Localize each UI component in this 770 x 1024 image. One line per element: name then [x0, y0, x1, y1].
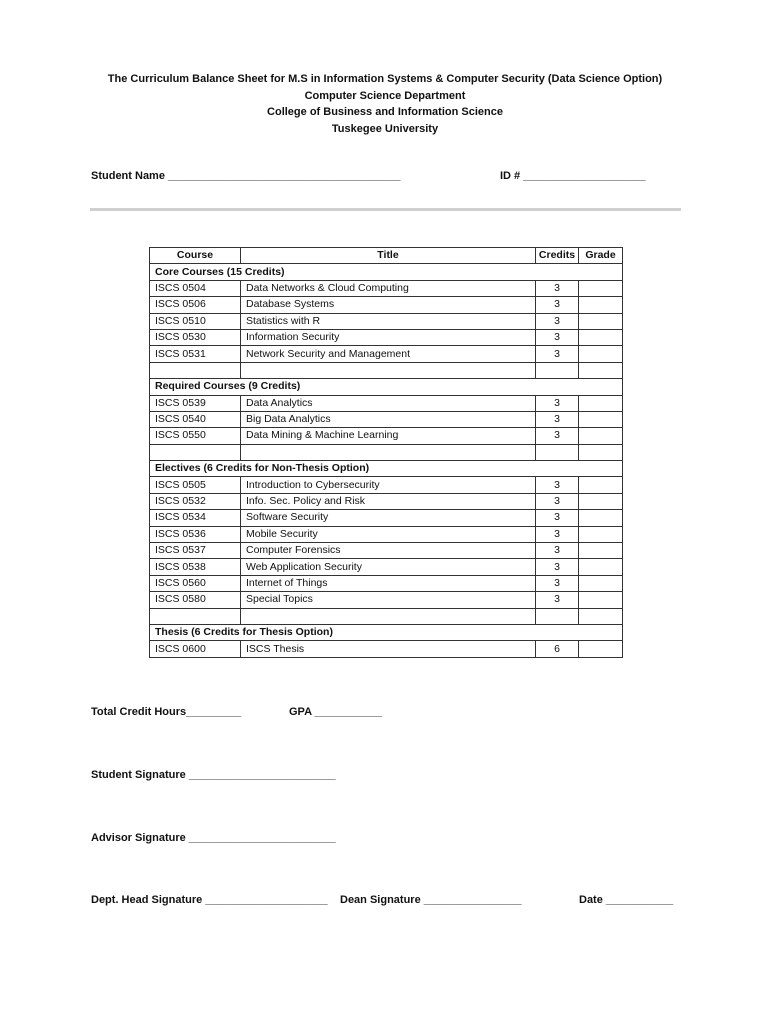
- empty-cell: [241, 444, 536, 460]
- course-code: ISCS 0504: [150, 280, 241, 296]
- course-credits: 3: [536, 526, 579, 542]
- course-code: ISCS 0550: [150, 428, 241, 444]
- section-heading: Electives (6 Credits for Non-Thesis Option): [150, 461, 623, 477]
- empty-cell: [536, 444, 579, 460]
- empty-cell: [150, 608, 241, 624]
- table-row: [150, 526, 623, 542]
- course-title: Data Networks & Cloud Computing: [241, 280, 536, 296]
- grade-cell[interactable]: [579, 444, 623, 460]
- course-title: Information Security: [241, 329, 536, 345]
- section-heading: Thesis (6 Credits for Thesis Option): [150, 624, 623, 640]
- table-row: [150, 493, 623, 509]
- table-row: [150, 280, 623, 296]
- course-title: Data Analytics: [241, 395, 536, 411]
- course-code: ISCS 0580: [150, 592, 241, 608]
- divider: [90, 208, 681, 211]
- course-code: ISCS 0534: [150, 510, 241, 526]
- course-code: ISCS 0537: [150, 543, 241, 559]
- table-row: [150, 411, 623, 427]
- empty-row: [150, 362, 623, 378]
- table-row: [150, 428, 623, 444]
- grade-cell[interactable]: [579, 510, 623, 526]
- grade-cell[interactable]: [579, 329, 623, 345]
- course-credits: 3: [536, 297, 579, 313]
- course-credits: 3: [536, 313, 579, 329]
- course-title: Computer Forensics: [241, 543, 536, 559]
- table-row: [150, 592, 623, 608]
- grade-cell[interactable]: [579, 313, 623, 329]
- curriculum-table: [149, 247, 623, 658]
- empty-row: [150, 608, 623, 624]
- section-heading-row: [150, 461, 623, 477]
- table-row: [150, 543, 623, 559]
- grade-cell[interactable]: [579, 559, 623, 575]
- table-row: [150, 297, 623, 313]
- grade-cell[interactable]: [579, 280, 623, 296]
- section-heading: Required Courses (9 Credits): [150, 379, 623, 395]
- course-code: ISCS 0531: [150, 346, 241, 362]
- empty-cell: [241, 608, 536, 624]
- grade-cell[interactable]: [579, 395, 623, 411]
- total-credit-hours-field[interactable]: Total Credit Hours_________: [91, 706, 242, 718]
- table-row: [150, 477, 623, 493]
- table-row: [150, 395, 623, 411]
- course-credits: 3: [536, 280, 579, 296]
- grade-cell[interactable]: [579, 641, 623, 657]
- date-field[interactable]: Date ___________: [579, 894, 674, 906]
- empty-cell: [150, 362, 241, 378]
- grade-cell[interactable]: [579, 493, 623, 509]
- college-name: College of Business and Information Science: [267, 106, 503, 118]
- course-code: ISCS 0600: [150, 641, 241, 657]
- student-signature-field[interactable]: Student Signature ________________________: [91, 769, 336, 781]
- grade-cell[interactable]: [579, 477, 623, 493]
- document-title: The Curriculum Balance Sheet for M.S in Information Systems & Computer Security (Data Science Option): [107, 73, 663, 85]
- column-header-credits: Credits: [536, 248, 579, 264]
- section-heading: Core Courses (15 Credits): [150, 264, 623, 280]
- empty-cell: [241, 362, 536, 378]
- course-credits: 3: [536, 477, 579, 493]
- student-id-field[interactable]: ID # ____________________: [500, 170, 646, 182]
- course-credits: 3: [536, 543, 579, 559]
- university-name: Tuskegee University: [331, 122, 439, 135]
- course-credits: 3: [536, 411, 579, 427]
- table-body: [150, 264, 623, 657]
- column-header-title: Title: [241, 248, 536, 264]
- grade-cell[interactable]: [579, 543, 623, 559]
- document-header: [0, 71, 770, 137]
- course-title: Software Security: [241, 510, 536, 526]
- course-title: Internet of Things: [241, 575, 536, 591]
- course-title: ISCS Thesis: [241, 641, 536, 657]
- course-credits: 3: [536, 592, 579, 608]
- section-heading-row: [150, 264, 623, 280]
- table-row: [150, 346, 623, 362]
- column-header-course: Course: [150, 248, 241, 264]
- course-title: Introduction to Cybersecurity: [241, 477, 536, 493]
- course-title: Database Systems: [241, 297, 536, 313]
- grade-cell[interactable]: [579, 592, 623, 608]
- table-row: [150, 329, 623, 345]
- course-credits: 3: [536, 346, 579, 362]
- grade-cell[interactable]: [579, 411, 623, 427]
- column-header-grade: Grade: [579, 248, 623, 264]
- course-code: ISCS 0505: [150, 477, 241, 493]
- course-code: ISCS 0538: [150, 559, 241, 575]
- course-credits: 3: [536, 575, 579, 591]
- course-credits: 3: [536, 395, 579, 411]
- course-credits: 3: [536, 559, 579, 575]
- grade-cell[interactable]: [579, 526, 623, 542]
- section-heading-row: [150, 379, 623, 395]
- grade-cell[interactable]: [579, 575, 623, 591]
- course-credits: 3: [536, 329, 579, 345]
- empty-cell: [150, 444, 241, 460]
- dept-head-signature-field[interactable]: Dept. Head Signature ____________________: [91, 894, 328, 906]
- table-header-row: [150, 248, 623, 264]
- course-title: Statistics with R: [241, 313, 536, 329]
- grade-cell[interactable]: [579, 346, 623, 362]
- advisor-signature-field[interactable]: Advisor Signature ________________________: [91, 832, 336, 844]
- gpa-field[interactable]: GPA ___________: [289, 706, 382, 718]
- grade-cell[interactable]: [579, 608, 623, 624]
- course-title: Mobile Security: [241, 526, 536, 542]
- grade-cell[interactable]: [579, 297, 623, 313]
- course-code: ISCS 0540: [150, 411, 241, 427]
- empty-cell: [536, 608, 579, 624]
- course-code: ISCS 0506: [150, 297, 241, 313]
- empty-cell: [536, 362, 579, 378]
- grade-cell[interactable]: [579, 428, 623, 444]
- course-code: ISCS 0530: [150, 329, 241, 345]
- course-title: Data Mining & Machine Learning: [241, 428, 536, 444]
- course-code: ISCS 0560: [150, 575, 241, 591]
- course-title: Big Data Analytics: [241, 411, 536, 427]
- dean-signature-field[interactable]: Dean Signature ________________: [340, 894, 522, 906]
- course-code: ISCS 0510: [150, 313, 241, 329]
- section-heading-row: [150, 624, 623, 640]
- department-name: Computer Science Department: [304, 89, 466, 102]
- grade-cell[interactable]: [579, 362, 623, 378]
- empty-row: [150, 444, 623, 460]
- table-row: [150, 559, 623, 575]
- course-title: Special Topics: [241, 592, 536, 608]
- course-title: Info. Sec. Policy and Risk: [241, 493, 536, 509]
- course-title: Network Security and Management: [241, 346, 536, 362]
- course-credits: 6: [536, 641, 579, 657]
- table-row: [150, 575, 623, 591]
- table-row: [150, 313, 623, 329]
- course-code: ISCS 0536: [150, 526, 241, 542]
- course-title: Web Application Security: [241, 559, 536, 575]
- course-credits: 3: [536, 428, 579, 444]
- table-row: [150, 641, 623, 657]
- course-code: ISCS 0539: [150, 395, 241, 411]
- student-name-field[interactable]: Student Name ______________________________________: [91, 170, 401, 182]
- table-row: [150, 510, 623, 526]
- course-credits: 3: [536, 493, 579, 509]
- course-code: ISCS 0532: [150, 493, 241, 509]
- course-credits: 3: [536, 510, 579, 526]
